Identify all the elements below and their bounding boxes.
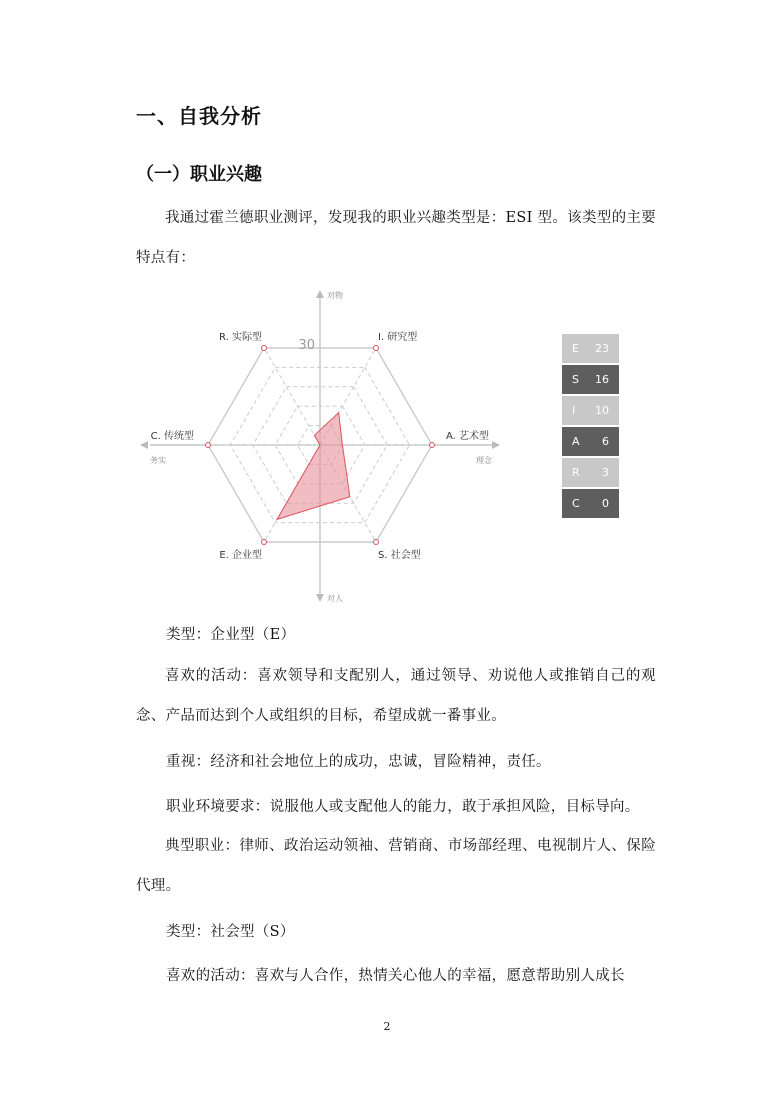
axis-label: R. 实际型	[219, 332, 262, 344]
axis-label: E. 企业型	[219, 549, 262, 561]
score-value: 23	[595, 342, 609, 355]
vertex-marker	[374, 539, 379, 544]
arrow-right-icon	[492, 441, 500, 449]
score-row-i	[562, 396, 619, 425]
score-value: 16	[595, 373, 609, 386]
likes-s-line: 喜欢的活动：喜欢与人合作，热情关心他人的幸福，愿意帮助别人成长	[166, 968, 625, 984]
score-row-a	[562, 427, 619, 456]
arrow-up-icon	[316, 290, 324, 298]
jobs-e-paragraph: 典型职业：律师、政治运动领袖、营销商、市场部经理、电视制片人、保险代理。	[136, 838, 656, 894]
values-e-line: 重视：经济和社会地位上的成功，忠诚，冒险精神，责任。	[166, 754, 551, 770]
axis-label: I. 研究型	[378, 332, 418, 344]
intro-paragraph: 我通过霍兰德职业测评，发现我的职业兴趣类型是：ESI 型。该类型的主要特点有：	[136, 210, 656, 266]
vertex-marker	[262, 346, 267, 351]
score-value: 3	[602, 466, 609, 479]
direction-label-top: 对物	[327, 291, 343, 300]
section-heading: 一、自我分析	[136, 104, 262, 128]
score-value: 0	[602, 497, 609, 510]
score-table	[562, 334, 619, 520]
axis-label: A. 艺术型	[446, 431, 490, 442]
score-value: 6	[602, 435, 609, 448]
radar-spoke	[264, 348, 320, 445]
score-row-c	[562, 489, 619, 518]
env-e-line: 职业环境要求：说服他人或支配他人的能力，敢于承担风险，目标导向。	[166, 799, 640, 815]
vertex-marker	[206, 443, 211, 448]
arrow-down-icon	[316, 594, 324, 602]
radar-svg	[130, 280, 510, 610]
score-value: 10	[595, 404, 609, 417]
arrow-left-icon	[140, 441, 148, 449]
vertex-marker	[430, 443, 435, 448]
direction-label-bottom: 对人	[327, 594, 343, 603]
score-row-r	[562, 458, 619, 487]
scale-label: 30	[298, 338, 315, 353]
type-s-line: 类型：社会型（S）	[166, 924, 295, 940]
score-row-s	[562, 365, 619, 394]
score-code: S	[572, 373, 579, 386]
vertex-marker	[374, 346, 379, 351]
score-code: E	[572, 342, 579, 355]
direction-label-left: 务实	[150, 456, 166, 465]
score-row-e	[562, 334, 619, 363]
axis-label: C. 传统型	[150, 431, 194, 442]
type-e-line: 类型：企业型（E）	[166, 627, 296, 643]
score-code: R	[572, 466, 580, 479]
holland-radar-chart	[130, 280, 510, 610]
vertex-marker	[262, 539, 267, 544]
page-number: 2	[383, 1020, 391, 1033]
axis-label: S. 社会型	[378, 549, 421, 561]
likes-e-paragraph: 喜欢的活动：喜欢领导和支配别人，通过领导、劝说他人或推销自己的观念、产品而达到个人或组织的目标，希望成就一番事业。	[136, 668, 656, 724]
score-code: C	[572, 497, 580, 510]
score-code: A	[572, 435, 580, 448]
direction-label-right: 理念	[476, 456, 492, 465]
score-code: I	[572, 404, 576, 417]
subsection-heading: （一）职业兴趣	[136, 164, 262, 185]
